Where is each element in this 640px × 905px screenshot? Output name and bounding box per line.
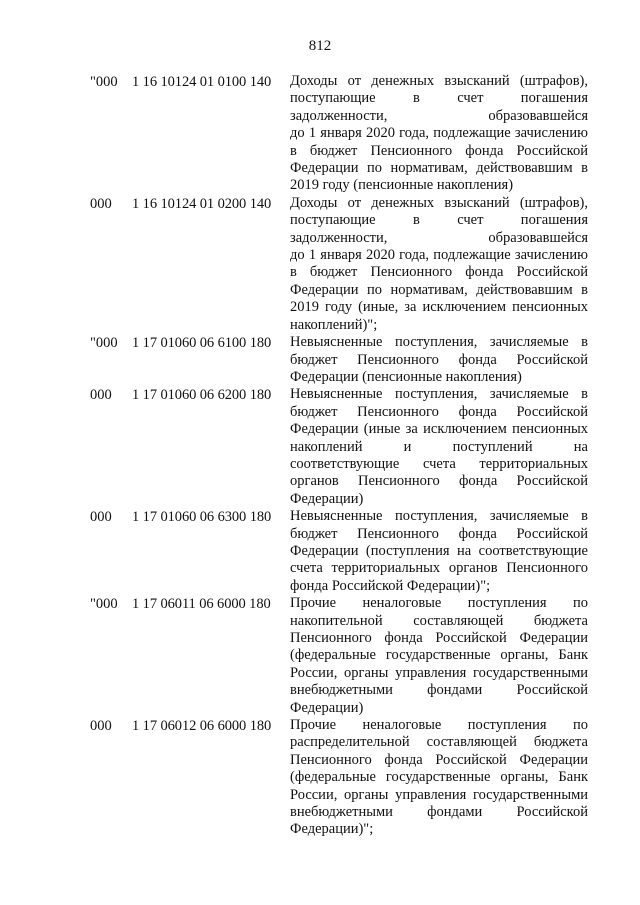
administrator-code: "000 bbox=[90, 335, 118, 352]
description-line: (федеральные государственные органы, Банк bbox=[290, 647, 588, 664]
description-line: России, органы управления государственными bbox=[290, 664, 588, 681]
classification-entry bbox=[0, 334, 640, 386]
administrator-code: 000 bbox=[90, 718, 112, 735]
administrator-code: 000 bbox=[90, 387, 112, 404]
description-line: распределительной составляющей бюджета bbox=[290, 734, 588, 751]
description-line: Невыясненные поступления, зачисляемые в bbox=[290, 508, 588, 525]
classification-entry bbox=[0, 717, 640, 839]
description-line: внебюджетными фондами Российской bbox=[290, 682, 588, 699]
description-line: в бюджет Пенсионного фонда Российской bbox=[290, 142, 588, 159]
description-line: внебюджетными фондами Российской bbox=[290, 804, 588, 821]
description-line: Прочие неналоговые поступления по bbox=[290, 717, 588, 734]
description-line: соответствующие счета территориальных bbox=[290, 455, 588, 472]
description-line: Прочие неналоговые поступления по bbox=[290, 595, 588, 612]
description-line: Пенсионного фонда Российской Федерации bbox=[290, 630, 588, 646]
administrator-code: 000 bbox=[90, 509, 112, 526]
description-line: в бюджет Пенсионного фонда Российской bbox=[290, 264, 588, 281]
revenue-code: 1 17 01060 06 6300 180 bbox=[132, 509, 272, 526]
description-line: Доходы от денежных взысканий (штрафов), bbox=[290, 73, 588, 89]
description-line: Доходы от денежных взысканий (штрафов), bbox=[290, 194, 588, 211]
description-line: поступающие в счет погашения bbox=[290, 212, 588, 229]
classification-entry bbox=[0, 386, 640, 508]
description-line: бюджет Пенсионного фонда Российской bbox=[290, 525, 588, 542]
classification-entry bbox=[0, 595, 640, 717]
description-line: Федерации по нормативам, действовавшим в bbox=[290, 160, 588, 177]
description-line: Федерации)"; bbox=[290, 821, 374, 838]
revenue-code: 1 17 06012 06 6000 180 bbox=[132, 718, 272, 735]
classification-entry bbox=[0, 73, 640, 195]
revenue-code: 1 17 01060 06 6100 180 bbox=[132, 335, 272, 352]
description-line: накоплений)"; bbox=[290, 316, 378, 333]
description-line: счета территориальных органов Пенсионного bbox=[290, 560, 588, 577]
description-line: органов Пенсионного фонда Российской bbox=[290, 473, 588, 490]
revenue-description bbox=[290, 386, 588, 508]
description-line: фонда Российской Федерации)"; bbox=[290, 577, 491, 594]
description-line: Федерации (поступления на соответствующие bbox=[290, 542, 588, 559]
description-line: накопительной составляющей бюджета bbox=[290, 612, 588, 629]
description-line: задолженности, образовавшейся bbox=[290, 107, 588, 124]
description-line: бюджет Пенсионного фонда Российской bbox=[290, 351, 588, 368]
description-line: Федерации) bbox=[290, 699, 364, 716]
description-line: Федерации) bbox=[290, 490, 364, 507]
administrator-code: 000 bbox=[90, 195, 112, 212]
revenue-code: 1 17 01060 06 6200 180 bbox=[132, 387, 272, 404]
revenue-description bbox=[290, 195, 588, 334]
description-line: задолженности, образовавшейся bbox=[290, 229, 588, 246]
description-line: Федерации (иные за исключением пенсионных bbox=[290, 421, 588, 438]
revenue-description bbox=[290, 334, 588, 386]
classification-entry bbox=[0, 508, 640, 595]
revenue-code: 1 17 06011 06 6000 180 bbox=[132, 596, 271, 613]
description-line: бюджет Пенсионного фонда Российской bbox=[290, 403, 588, 420]
administrator-code: "000 bbox=[90, 596, 118, 613]
revenue-code: 1 16 10124 01 0200 140 bbox=[132, 195, 272, 212]
description-line: Федерации по нормативам, действовавшим в bbox=[290, 281, 588, 298]
revenue-description bbox=[290, 508, 588, 595]
description-line: Федерации (пенсионные накопления) bbox=[290, 368, 522, 385]
description-line: до 1 января 2020 года, подлежащие зачислению bbox=[290, 125, 588, 142]
classification-entry bbox=[0, 195, 640, 334]
description-line: 2019 году (пенсионные накопления) bbox=[290, 177, 514, 194]
description-line: России, органы управления государственными bbox=[290, 786, 588, 803]
revenue-description bbox=[290, 73, 588, 195]
description-line: Пенсионного фонда Российской Федерации bbox=[290, 751, 588, 768]
revenue-description bbox=[290, 595, 588, 717]
description-line: поступающие в счет погашения bbox=[290, 90, 588, 107]
description-line: Невыясненные поступления, зачисляемые в bbox=[290, 334, 588, 351]
description-line: накоплений и поступлений на bbox=[290, 438, 588, 455]
page-number: 812 bbox=[308, 38, 332, 54]
description-line: Невыясненные поступления, зачисляемые в bbox=[290, 386, 588, 403]
description-line: (федеральные государственные органы, Банк bbox=[290, 769, 588, 786]
revenue-code: 1 16 10124 01 0100 140 bbox=[132, 74, 272, 90]
administrator-code: "000 bbox=[90, 74, 118, 90]
budget-classification-list bbox=[0, 73, 640, 839]
revenue-description bbox=[290, 717, 588, 839]
description-line: до 1 января 2020 года, подлежащие зачислению bbox=[290, 247, 588, 264]
description-line: 2019 году (иные, за исключением пенсионных bbox=[290, 299, 588, 316]
